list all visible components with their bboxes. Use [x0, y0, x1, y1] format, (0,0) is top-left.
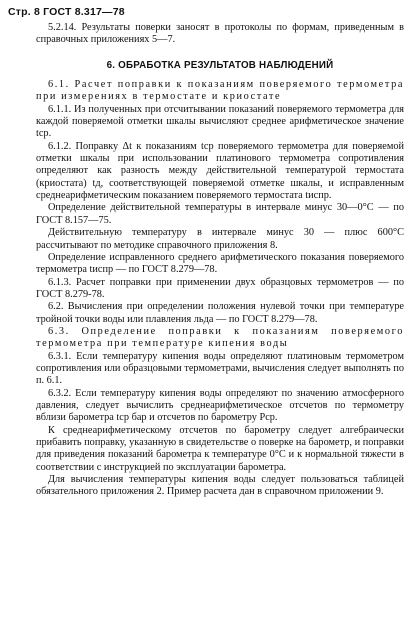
paragraph-6-1-1: 6.1.1. Из полученных при отсчитывании показаний поверяемого термометра для каждой поверяемой отметки шкалы вычисляют среднее арифметическое значение tср.: [36, 103, 404, 140]
page-header: Стр. 8 ГОСТ 8.317—78: [8, 6, 125, 18]
paragraph-5-2-14: 5.2.14. Результаты поверки заносят в протоколы по формам, приведенным в справочных приложениях 5—7.: [36, 22, 404, 46]
section-title: 6. ОБРАБОТКА РЕЗУЛЬТАТОВ НАБЛЮДЕНИЙ: [106, 59, 334, 71]
page-body: [36, 22, 404, 499]
paragraph-6-1-2: 6.1.2. Поправку Δt к показаниям tср поверяемого термометра для поверяемой отметки шкалы при использовании платинового термометра сопротивления определяют как разность между действительной температурой термостата (криостата) tд, соответствующей поверяемой отметке шкалы, и исправленным среднеарифметическим показанием поверяемого термостата tиспр.: [36, 140, 404, 202]
paragraph-6-3: 6.3. Определение поправки к показаниям поверяемого термометра при температуре кипения воды: [36, 325, 404, 350]
paragraph-corrected-mean: Определение исправленного среднего арифметического показания поверяемого термометра tиспр — по ГОСТ 8.279—78.: [36, 251, 404, 276]
paragraph-barometer: К среднеарифметическому отсчетов по барометру следует алгебраически прибавить поправку, указанную в свидетельстве о поверке на барометр, и поправки для приведения показаний барометра к температуре 0°С и к нормальной тяжести в соответствии с инструкцией по эксплуатации барометра.: [36, 424, 404, 473]
paragraph-boiling-table: Для вычисления температуры кипения воды следует пользоваться таблицей обязательного приложения 2. Пример расчета дан в справочном приложении 9.: [36, 474, 404, 498]
paragraph-actual-temp-1: Определение действительной температуры в интервале минус 30—0°С — по ГОСТ 8.157—75.: [36, 202, 404, 226]
paragraph-6-2: 6.2. Вычисления при определении положения нулевой точки при температуре тройной точки воды или плавления льда — по ГОСТ 8.279—78.: [36, 301, 404, 325]
paragraph-6-1-3: 6.1.3. Расчет поправки при применении двух образцовых термометров — по ГОСТ 8.279-78.: [36, 276, 404, 300]
paragraph-actual-temp-2: Действительную температуру в интервале минус 30 — плюс 600°С рассчитывают по методике справочного приложения 8.: [36, 227, 404, 251]
paragraph-6-1: 6.1. Расчет поправки к показаниям поверяемого термометра при измерениях в термостате и криостате: [36, 79, 404, 103]
paragraph-6-3-2: 6.3.2. Если температуру кипения воды определяют по значению атмосферного давления, следует вычислить среднеарифметическое отсчетов по термометру вблизи барометра tср бар и отсчетов по барометру Рср.: [36, 387, 404, 424]
paragraph-6-3-1: 6.3.1. Если температуру кипения воды определяют платиновым термометром сопротивления или образцовыми термометрами, вычисления следует выполнять по п. 6.1.: [36, 350, 404, 387]
